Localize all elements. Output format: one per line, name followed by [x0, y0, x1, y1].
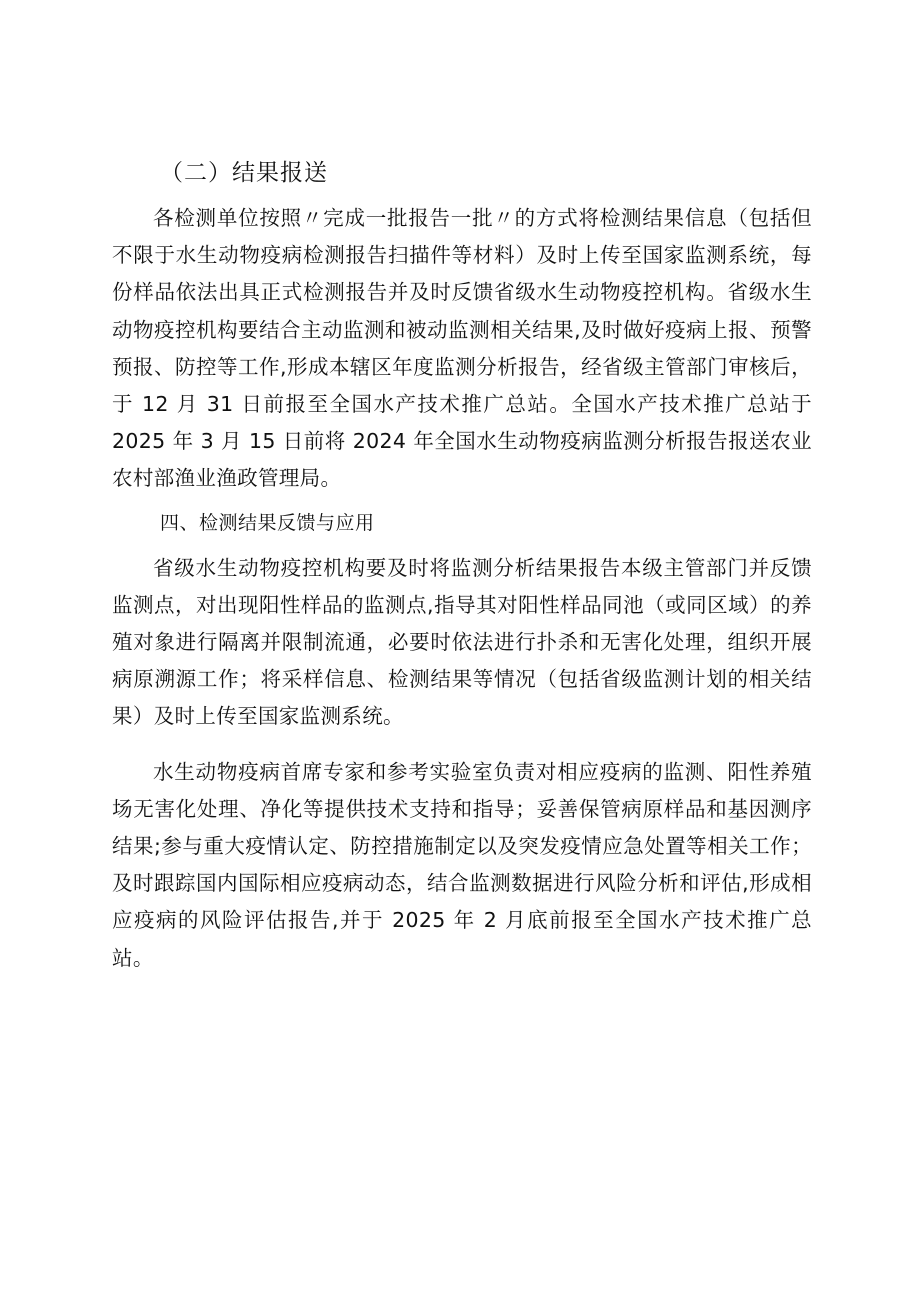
paragraph-result-reporting: 各检测单位按照〃完成一批报告一批〃的方式将检测结果信息（包括但不限于水生动物疫病检测报告扫描件等材料）及时上传至国家监测系统，每份样品依法出具正式检测报告并及时反馈省级水生动物疫控机构。省级水生动物疫控机构要结合主动监测和被动监测相关结果,及时做好疫病上报、预警预报、防控等工作,形成本辖区年度监测分析报告，经省级主管部门审核后，于 12 月 31 日前报至全国水产技术推广总站。全国水产技术推广总站于 2025 年 3 月 15 日前将 2024 年全国水生动物疫病监测分析报告报送农业农村部渔业渔政管理局。: [112, 206, 812, 491]
paragraph-expert-responsibilities: 水生动物疫病首席专家和参考实验室负责对相应疫病的监测、阳性养殖场无害化处理、净化等提供技术支持和指导；妥善保管病原样品和基因测序结果;参与重大疫情认定、防控措施制定以及突发疫情应急处置等相关工作；及时跟踪国内国际相应疫病动态，结合监测数据进行风险分析和评估,形成相应疫病的风险评估报告,并于 2025 年 2 月底前报至全国水产技术推广总站。: [112, 759, 812, 970]
section-heading: 四、检测结果反馈与应用: [160, 511, 375, 534]
document-body: [112, 158, 812, 977]
subsection-heading: （二）结果报送: [160, 160, 328, 186]
paragraph-feedback-application: 省级水生动物疫控机构要及时将监测分析结果报告本级主管部门并反馈监测点，对出现阳性样品的监测点,指导其对阳性样品同池（或同区域）的养殖对象进行隔离并限制流通，必要时依法进行扑杀和无害化处理，组织开展病原溯源工作；将采样信息、检测结果等情况（包括省级监测计划的相关结果）及时上传至国家监测系统。: [112, 555, 812, 729]
